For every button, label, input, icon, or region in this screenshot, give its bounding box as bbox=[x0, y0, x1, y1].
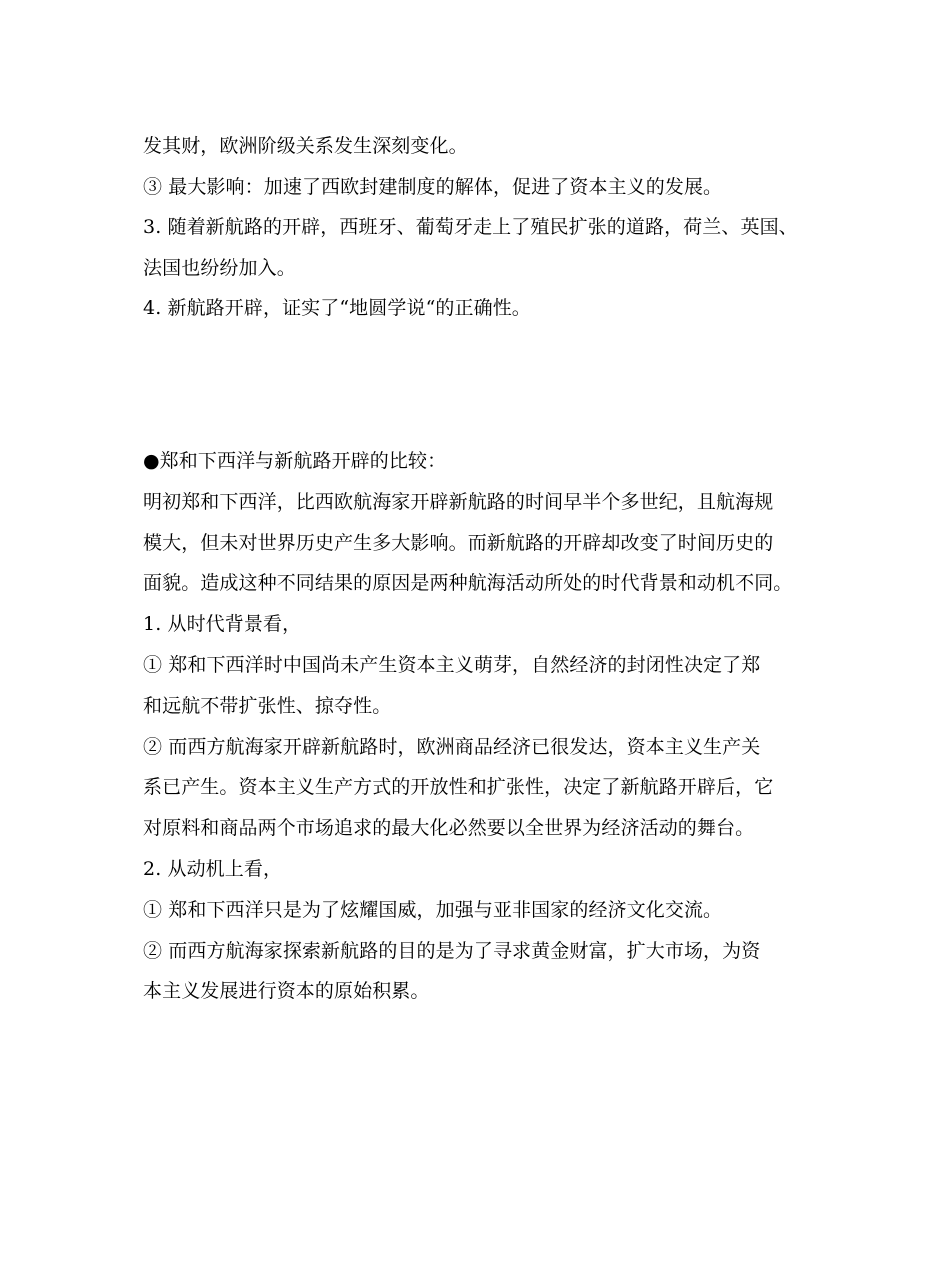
text-line: ① 郑和下西洋只是为了炫耀国威，加强与亚非国家的经济文化交流。 bbox=[143, 898, 723, 921]
text-line: 系已产生。资本主义生产方式的开放性和扩张性，决定了新航路开辟后，它 bbox=[143, 776, 774, 799]
document-page bbox=[143, 130, 833, 1016]
text-line: 1. 从时代背景看， bbox=[143, 613, 302, 636]
text-line: 本主义发展进行资本的原始积累。 bbox=[143, 980, 430, 1003]
text-line: 3. 随着新航路的开辟，西班牙、葡萄牙走上了殖民扩张的道路，荷兰、英国、 bbox=[143, 216, 798, 239]
section-spacer bbox=[143, 333, 833, 445]
text-line: 4. 新航路开辟，证实了“地圆学说“的正确性。 bbox=[143, 297, 531, 320]
text-line: 对原料和商品两个市场追求的最大化必然要以全世界为经济活动的舞台。 bbox=[143, 817, 755, 840]
text-line: 明初郑和下西洋，比西欧航海家开辟新航路的时间早半个多世纪，且航海规 bbox=[143, 490, 774, 513]
text-line: 面貌。造成这种不同结果的原因是两种航海活动所处的时代背景和动机不同。 bbox=[143, 572, 793, 595]
section-effects bbox=[143, 130, 833, 333]
text-line: 发其财，欧洲阶级关系发生深刻变化。 bbox=[143, 135, 468, 157]
section-comparison bbox=[143, 445, 833, 1016]
text-line: ① 郑和下西洋时中国尚未产生资本主义萌芽，自然经济的封闭性决定了郑 bbox=[143, 653, 761, 676]
section-heading: ●郑和下西洋与新航路开辟的比较： bbox=[143, 449, 447, 472]
text-line: 2. 从动机上看， bbox=[143, 857, 283, 880]
text-line: ③ 最大影响：加速了西欧封建制度的解体，促进了资本主义的发展。 bbox=[143, 175, 723, 198]
text-line: 和远航不带扩张性、掠夺性。 bbox=[143, 694, 392, 717]
text-line: ② 而西方航海家开辟新航路时，欧洲商品经济已很发达，资本主义生产关 bbox=[143, 735, 761, 758]
text-line: 模大，但未对世界历史产生多大影响。而新航路的开辟却改变了时间历史的 bbox=[143, 531, 774, 554]
text-line: ② 而西方航海家探索新航路的目的是为了寻求黄金财富，扩大市场，为资 bbox=[143, 939, 761, 962]
text-line: 法国也纷纷加入。 bbox=[143, 256, 296, 279]
